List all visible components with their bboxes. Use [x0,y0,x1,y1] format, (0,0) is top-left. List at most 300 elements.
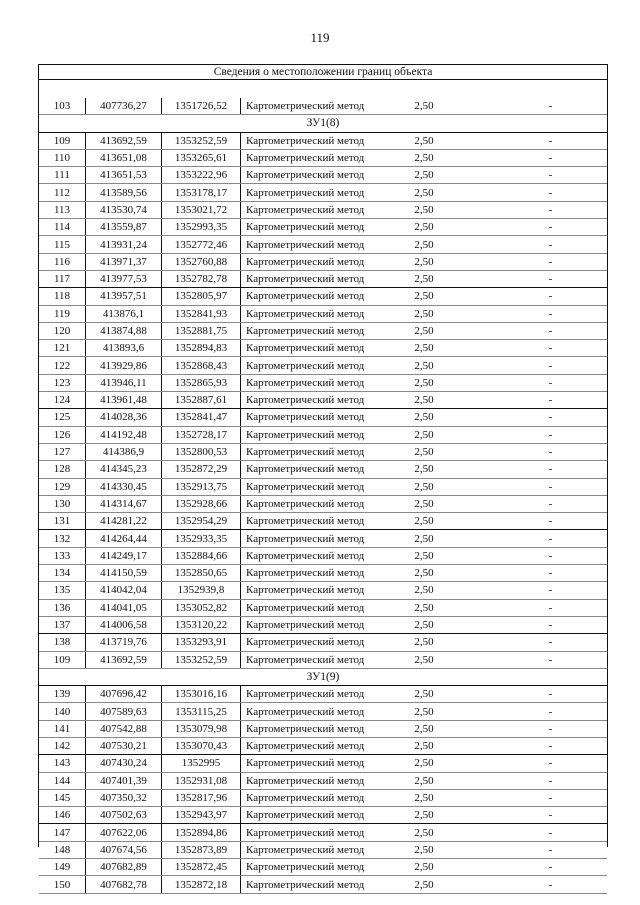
y-coordinate-cell: 1352760,88 [162,253,241,270]
note-cell: - [454,253,607,270]
y-coordinate-cell: 1352868,43 [162,357,241,374]
table-row [39,565,607,582]
y-coordinate-cell: 1352933,35 [162,530,241,547]
table-row [39,253,607,270]
point-number-cell: 133 [39,547,86,564]
accuracy-cell: 2,50 [394,98,454,115]
x-coordinate-cell: 407674,56 [86,841,162,858]
x-coordinate-cell: 407530,21 [86,737,162,754]
x-coordinate-cell: 414028,36 [86,409,162,426]
method-cell: Картометрический метод [241,807,395,824]
note-cell: - [454,392,607,409]
point-number-cell: 125 [39,409,86,426]
y-coordinate-cell: 1352782,78 [162,270,241,287]
blank-row [39,80,607,98]
y-coordinate-cell: 1352993,35 [162,219,241,236]
note-cell: - [454,841,607,858]
note-cell: - [454,824,607,841]
method-cell: Картометрический метод [241,322,395,339]
accuracy-cell: 2,50 [394,132,454,149]
table-row [39,98,607,115]
y-coordinate-cell: 1352817,96 [162,789,241,806]
y-coordinate-cell: 1352913,75 [162,478,241,495]
table-row [39,824,607,841]
point-number-cell: 136 [39,599,86,616]
accuracy-cell: 2,50 [394,426,454,443]
accuracy-cell: 2,50 [394,755,454,772]
method-cell: Картометрический метод [241,219,395,236]
x-coordinate-cell: 413876,1 [86,305,162,322]
table-row [39,443,607,460]
accuracy-cell: 2,50 [394,547,454,564]
x-coordinate-cell: 413929,86 [86,357,162,374]
method-cell: Картометрический метод [241,530,395,547]
x-coordinate-cell: 414345,23 [86,461,162,478]
method-cell: Картометрический метод [241,357,395,374]
method-cell: Картометрический метод [241,686,395,703]
y-coordinate-cell: 1352841,93 [162,305,241,322]
note-cell: - [454,686,607,703]
table-row [39,149,607,166]
table-row [39,201,607,218]
method-cell: Картометрический метод [241,634,395,651]
accuracy-cell: 2,50 [394,201,454,218]
coordinates-table-body [39,98,607,893]
table-row [39,495,607,512]
note-cell: - [454,876,607,893]
point-number-cell: 138 [39,634,86,651]
table-row [39,478,607,495]
y-coordinate-cell: 1352954,29 [162,513,241,530]
table-row [39,461,607,478]
note-cell: - [454,807,607,824]
point-number-cell: 132 [39,530,86,547]
point-number-cell: 126 [39,426,86,443]
accuracy-cell: 2,50 [394,374,454,391]
point-number-cell: 110 [39,149,86,166]
point-number-cell: 139 [39,686,86,703]
table-row [39,426,607,443]
method-cell: Картометрический метод [241,737,395,754]
method-cell: Картометрический метод [241,305,395,322]
table-row [39,703,607,720]
accuracy-cell: 2,50 [394,513,454,530]
accuracy-cell: 2,50 [394,651,454,668]
table-row [39,132,607,149]
y-coordinate-cell: 1352931,08 [162,772,241,789]
point-number-cell: 150 [39,876,86,893]
table-row [39,859,607,876]
accuracy-cell: 2,50 [394,236,454,253]
coordinates-table [39,98,607,894]
x-coordinate-cell: 407682,89 [86,859,162,876]
note-cell: - [454,478,607,495]
x-coordinate-cell: 414192,48 [86,426,162,443]
x-coordinate-cell: 413874,88 [86,322,162,339]
accuracy-cell: 2,50 [394,305,454,322]
table-title: Сведения о местоположении границ объекта [39,65,607,80]
x-coordinate-cell: 413971,37 [86,253,162,270]
accuracy-cell: 2,50 [394,686,454,703]
note-cell: - [454,288,607,305]
accuracy-cell: 2,50 [394,443,454,460]
x-coordinate-cell: 413977,53 [86,270,162,287]
table-row [39,513,607,530]
point-number-cell: 119 [39,305,86,322]
point-number-cell: 149 [39,859,86,876]
y-coordinate-cell: 1352995 [162,755,241,772]
point-number-cell: 113 [39,201,86,218]
x-coordinate-cell: 414041,05 [86,599,162,616]
note-cell: - [454,236,607,253]
y-coordinate-cell: 1352894,86 [162,824,241,841]
table-row [39,599,607,616]
y-coordinate-cell: 1352841,47 [162,409,241,426]
note-cell: - [454,737,607,754]
method-cell: Картометрический метод [241,184,395,201]
y-coordinate-cell: 1352881,75 [162,322,241,339]
accuracy-cell: 2,50 [394,270,454,287]
method-cell: Картометрический метод [241,859,395,876]
point-number-cell: 115 [39,236,86,253]
table-row [39,686,607,703]
accuracy-cell: 2,50 [394,807,454,824]
x-coordinate-cell: 414314,67 [86,495,162,512]
method-cell: Картометрический метод [241,547,395,564]
method-cell: Картометрический метод [241,876,395,893]
method-cell: Картометрический метод [241,443,395,460]
accuracy-cell: 2,50 [394,288,454,305]
section-heading-row [39,668,607,685]
point-number-cell: 112 [39,184,86,201]
point-number-cell: 122 [39,357,86,374]
accuracy-cell: 2,50 [394,599,454,616]
point-number-cell: 109 [39,651,86,668]
note-cell: - [454,513,607,530]
note-cell: - [454,703,607,720]
method-cell: Картометрический метод [241,236,395,253]
x-coordinate-cell: 413530,74 [86,201,162,218]
y-coordinate-cell: 1353052,82 [162,599,241,616]
note-cell: - [454,755,607,772]
accuracy-cell: 2,50 [394,184,454,201]
x-coordinate-cell: 413589,56 [86,184,162,201]
accuracy-cell: 2,50 [394,409,454,426]
y-coordinate-cell: 1352872,29 [162,461,241,478]
table-row [39,357,607,374]
table-row [39,340,607,357]
x-coordinate-cell: 413719,76 [86,634,162,651]
x-coordinate-cell: 407696,42 [86,686,162,703]
note-cell: - [454,616,607,633]
method-cell: Картометрический метод [241,132,395,149]
table-row [39,651,607,668]
point-number-cell: 134 [39,565,86,582]
method-cell: Картометрический метод [241,167,395,184]
table-row [39,322,607,339]
x-coordinate-cell: 407430,24 [86,755,162,772]
note-cell: - [454,132,607,149]
point-number-cell: 116 [39,253,86,270]
point-number-cell: 135 [39,582,86,599]
note-cell: - [454,305,607,322]
accuracy-cell: 2,50 [394,824,454,841]
method-cell: Картометрический метод [241,824,395,841]
method-cell: Картометрический метод [241,478,395,495]
y-coordinate-cell: 1353222,96 [162,167,241,184]
table-row [39,720,607,737]
y-coordinate-cell: 1353120,22 [162,616,241,633]
note-cell: - [454,772,607,789]
accuracy-cell: 2,50 [394,703,454,720]
note-cell: - [454,547,607,564]
point-number-cell: 146 [39,807,86,824]
method-cell: Картометрический метод [241,651,395,668]
point-number-cell: 144 [39,772,86,789]
accuracy-cell: 2,50 [394,876,454,893]
note-cell: - [454,651,607,668]
accuracy-cell: 2,50 [394,720,454,737]
x-coordinate-cell: 407589,63 [86,703,162,720]
note-cell: - [454,443,607,460]
table-row [39,392,607,409]
y-coordinate-cell: 1352939,8 [162,582,241,599]
accuracy-cell: 2,50 [394,219,454,236]
accuracy-cell: 2,50 [394,461,454,478]
table-row [39,305,607,322]
method-cell: Картометрический метод [241,270,395,287]
accuracy-cell: 2,50 [394,357,454,374]
x-coordinate-cell: 414264,44 [86,530,162,547]
note-cell: - [454,859,607,876]
y-coordinate-cell: 1352728,17 [162,426,241,443]
x-coordinate-cell: 414249,17 [86,547,162,564]
accuracy-cell: 2,50 [394,841,454,858]
table-row [39,807,607,824]
table-row [39,236,607,253]
accuracy-cell: 2,50 [394,616,454,633]
x-coordinate-cell: 413651,53 [86,167,162,184]
method-cell: Картометрический метод [241,703,395,720]
accuracy-cell: 2,50 [394,772,454,789]
accuracy-cell: 2,50 [394,149,454,166]
accuracy-cell: 2,50 [394,495,454,512]
point-number-cell: 121 [39,340,86,357]
accuracy-cell: 2,50 [394,737,454,754]
x-coordinate-cell: 414330,45 [86,478,162,495]
point-number-cell: 141 [39,720,86,737]
point-number-cell: 124 [39,392,86,409]
accuracy-cell: 2,50 [394,565,454,582]
note-cell: - [454,495,607,512]
note-cell: - [454,461,607,478]
method-cell: Картометрический метод [241,513,395,530]
method-cell: Картометрический метод [241,426,395,443]
method-cell: Картометрический метод [241,841,395,858]
point-number-cell: 140 [39,703,86,720]
y-coordinate-cell: 1352873,89 [162,841,241,858]
x-coordinate-cell: 413946,11 [86,374,162,391]
x-coordinate-cell: 407502,63 [86,807,162,824]
accuracy-cell: 2,50 [394,859,454,876]
y-coordinate-cell: 1353021,72 [162,201,241,218]
x-coordinate-cell: 414386,9 [86,443,162,460]
note-cell: - [454,409,607,426]
note-cell: - [454,167,607,184]
y-coordinate-cell: 1352928,66 [162,495,241,512]
table-row [39,409,607,426]
point-number-cell: 114 [39,219,86,236]
table-row [39,876,607,893]
table-row [39,184,607,201]
note-cell: - [454,634,607,651]
method-cell: Картометрический метод [241,599,395,616]
note-cell: - [454,565,607,582]
x-coordinate-cell: 413931,24 [86,236,162,253]
accuracy-cell: 2,50 [394,582,454,599]
y-coordinate-cell: 1352865,93 [162,374,241,391]
method-cell: Картометрический метод [241,565,395,582]
table-row [39,755,607,772]
y-coordinate-cell: 1353293,91 [162,634,241,651]
note-cell: - [454,599,607,616]
table-row [39,841,607,858]
note-cell: - [454,340,607,357]
x-coordinate-cell: 413893,6 [86,340,162,357]
y-coordinate-cell: 1351726,52 [162,98,241,115]
x-coordinate-cell: 413957,51 [86,288,162,305]
method-cell: Картометрический метод [241,582,395,599]
x-coordinate-cell: 407736,27 [86,98,162,115]
y-coordinate-cell: 1352872,45 [162,859,241,876]
table-row [39,219,607,236]
method-cell: Картометрический метод [241,98,395,115]
method-cell: Картометрический метод [241,409,395,426]
x-coordinate-cell: 414006,58 [86,616,162,633]
section-heading: ЗУ1(9) [39,668,607,685]
accuracy-cell: 2,50 [394,322,454,339]
y-coordinate-cell: 1353115,25 [162,703,241,720]
y-coordinate-cell: 1353070,43 [162,737,241,754]
point-number-cell: 148 [39,841,86,858]
note-cell: - [454,374,607,391]
note-cell: - [454,582,607,599]
point-number-cell: 143 [39,755,86,772]
y-coordinate-cell: 1353252,59 [162,132,241,149]
x-coordinate-cell: 413961,48 [86,392,162,409]
y-coordinate-cell: 1352800,53 [162,443,241,460]
y-coordinate-cell: 1352850,65 [162,565,241,582]
note-cell: - [454,98,607,115]
point-number-cell: 145 [39,789,86,806]
method-cell: Картометрический метод [241,288,395,305]
x-coordinate-cell: 407542,88 [86,720,162,737]
point-number-cell: 131 [39,513,86,530]
point-number-cell: 129 [39,478,86,495]
section-heading: ЗУ1(8) [39,115,607,132]
method-cell: Картометрический метод [241,720,395,737]
point-number-cell: 128 [39,461,86,478]
y-coordinate-cell: 1353079,98 [162,720,241,737]
x-coordinate-cell: 407350,32 [86,789,162,806]
note-cell: - [454,149,607,166]
method-cell: Картометрический метод [241,495,395,512]
point-number-cell: 137 [39,616,86,633]
accuracy-cell: 2,50 [394,167,454,184]
method-cell: Картометрический метод [241,149,395,166]
note-cell: - [454,530,607,547]
point-number-cell: 130 [39,495,86,512]
point-number-cell: 120 [39,322,86,339]
method-cell: Картометрический метод [241,201,395,218]
y-coordinate-cell: 1352943,97 [162,807,241,824]
note-cell: - [454,219,607,236]
accuracy-cell: 2,50 [394,340,454,357]
point-number-cell: 103 [39,98,86,115]
y-coordinate-cell: 1352805,97 [162,288,241,305]
x-coordinate-cell: 413692,59 [86,132,162,149]
table-row [39,547,607,564]
note-cell: - [454,270,607,287]
table-row [39,167,607,184]
table-row [39,288,607,305]
y-coordinate-cell: 1353016,16 [162,686,241,703]
table-row [39,530,607,547]
y-coordinate-cell: 1352887,61 [162,392,241,409]
note-cell: - [454,184,607,201]
page-number: 119 [310,30,330,45]
x-coordinate-cell: 414042,04 [86,582,162,599]
y-coordinate-cell: 1352772,46 [162,236,241,253]
x-coordinate-cell: 413559,87 [86,219,162,236]
point-number-cell: 118 [39,288,86,305]
x-coordinate-cell: 414150,59 [86,565,162,582]
table-row [39,270,607,287]
table-row [39,737,607,754]
method-cell: Картометрический метод [241,392,395,409]
accuracy-cell: 2,50 [394,392,454,409]
table-row [39,616,607,633]
table-row [39,789,607,806]
method-cell: Картометрический метод [241,253,395,270]
method-cell: Картометрический метод [241,789,395,806]
note-cell: - [454,201,607,218]
table-row [39,772,607,789]
point-number-cell: 117 [39,270,86,287]
note-cell: - [454,322,607,339]
point-number-cell: 127 [39,443,86,460]
x-coordinate-cell: 413651,08 [86,149,162,166]
method-cell: Картометрический метод [241,461,395,478]
table-row [39,374,607,391]
x-coordinate-cell: 407622,06 [86,824,162,841]
point-number-cell: 123 [39,374,86,391]
accuracy-cell: 2,50 [394,530,454,547]
table-row [39,634,607,651]
note-cell: - [454,789,607,806]
note-cell: - [454,426,607,443]
y-coordinate-cell: 1353178,17 [162,184,241,201]
y-coordinate-cell: 1353252,59 [162,651,241,668]
accuracy-cell: 2,50 [394,253,454,270]
method-cell: Картометрический метод [241,755,395,772]
accuracy-cell: 2,50 [394,478,454,495]
x-coordinate-cell: 414281,22 [86,513,162,530]
x-coordinate-cell: 413692,59 [86,651,162,668]
point-number-cell: 111 [39,167,86,184]
point-number-cell: 142 [39,737,86,754]
method-cell: Картометрический метод [241,616,395,633]
